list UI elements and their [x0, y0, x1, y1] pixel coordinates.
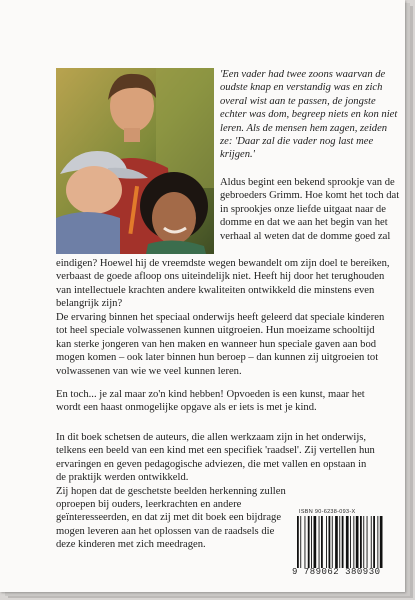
- intro-paragraph-side: Aldus begint een bekend sprookje van de gebroeders Grimm. Hoe komt het toch dat in sprookjes onze liefde uitgaat naar de domme en dat we aan het begin van het verhaal al weten dat de domme goed zal: [220, 177, 400, 242]
- barcode-bar: [319, 516, 320, 568]
- barcode-bar: [360, 516, 362, 568]
- barcode-bar: [321, 516, 323, 568]
- barcode-bar: [300, 516, 301, 568]
- blurb-paragraph-parenting: En toch... je zal maar zo'n kind hebben! Opvoeden is een kunst, maar het wordt een haast onmogelijke opgave als er iets is met je kind.: [56, 389, 365, 414]
- intro-paragraph-continued: eindigen? Hoewel hij de vreemdste wegen bewandelt om zijn doel te bereiken, verbaast de goede afloop ons uiteindelijk niet. Heeft hij door het terughouden van intellectuele krachten andere kwaliteiten ontwikkeld die minstens even belangrijk zijn?: [56, 258, 390, 310]
- barcode-bar: [342, 516, 344, 568]
- barcode-bar: [311, 516, 312, 568]
- book-description-part-1: In dit boek schetsen de auteurs, die allen werkzaam zijn in het onderwijs, telkens een beeld van een kind met een specifiek 'raadsel'. Zij vertellen hun ervaringen en geven pedagogische adviezen, die met vallen en opstaan in de praktijk werden ontwikkeld.: [56, 432, 375, 484]
- barcode-bar: [353, 516, 354, 568]
- barcode: [295, 516, 395, 568]
- barcode-bar: [346, 516, 349, 568]
- barcode-bar: [297, 516, 299, 568]
- opening-quote: 'Een vader had twee zoons waarvan de oudste knap en verstandig was en zich overal wist aan te passen, de jongste echter was dom, begreep niets en kon niet leren. Als de mensen hem zagen, zeiden ze: 'Daar zal die vader nog last mee krijgen.': [220, 69, 398, 161]
- barcode-bar: [308, 516, 310, 568]
- barcode-bar: [335, 516, 338, 568]
- barcode-bar: [314, 516, 317, 568]
- barcode-bar: [356, 516, 359, 568]
- barcode-bar: [377, 516, 378, 568]
- barcode-bar: [339, 516, 340, 568]
- barcode-bar: [371, 516, 372, 568]
- barcode-bar: [363, 516, 364, 568]
- blurb-paragraph-special-education: De ervaring binnen het speciaal onderwijs heeft geleerd dat speciale kinderen tot heel speciale volwassenen kunnen uitgroeien. Hun moeizame schooltijd kan sterke jongeren van hen maken en wanneer hun speciale gaven aan bod mogen komen – ook later binnen hun beroep – dan kunnen zij uitgroeien tot volwassenen van wie we veel kunnen leren.: [56, 312, 385, 377]
- barcode-bar: [326, 516, 327, 568]
- isbn-label: ISBN 90-6238-093-X: [299, 509, 356, 515]
- barcode-bar: [373, 516, 375, 568]
- barcode-bar: [332, 516, 333, 568]
- barcode-bar: [329, 516, 331, 568]
- barcode-number: 9 789062 380930: [292, 567, 381, 577]
- barcode-bar: [350, 516, 351, 568]
- barcode-bar: [380, 516, 383, 568]
- barcode-bar: [367, 516, 368, 568]
- cover-photo: [56, 68, 214, 254]
- barcode-bar: [305, 516, 306, 568]
- book-description-part-2: Zij hopen dat de geschetste beelden herkenning zullen oproepen bij ouders, leerkrachten en andere geïnteresseerden, en dat zij met dit boek een bijdrage mogen leveren aan het oplossen van de raadsels die deze kinderen met zich meedragen.: [56, 485, 286, 551]
